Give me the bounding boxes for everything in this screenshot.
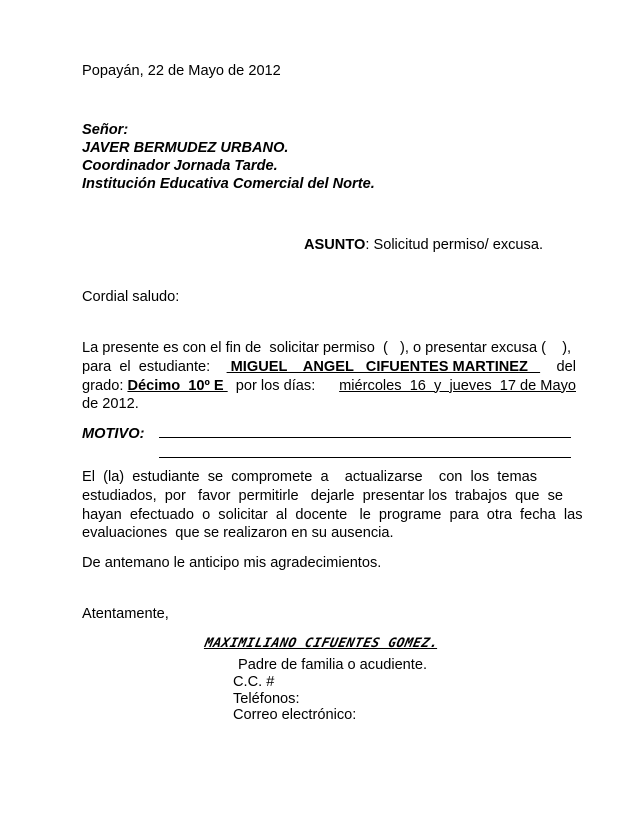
recipient-role: Coordinador Jornada Tarde.	[82, 158, 278, 174]
request-line-4: de 2012.	[82, 396, 139, 413]
closing-line: Atentamente,	[82, 606, 169, 622]
commitment-line-4: evaluaciones que se realizaron en su ausencia.	[82, 525, 394, 542]
greeting: Cordial saludo:	[82, 289, 180, 305]
motivo-label: MOTIVO:	[82, 426, 145, 442]
signature-phones: Teléfonos:	[233, 691, 300, 707]
signature-cc: C.C. #	[233, 674, 275, 690]
signature-name: MAXIMILIANO CIFUENTES GOMEZ.	[203, 636, 440, 651]
commitment-line-2: estudiados, por favor permitirle dejarle presentar los trabajos que se	[82, 487, 564, 504]
student-name: MIGUEL ANGEL CIFUENTES MARTINEZ	[226, 358, 541, 375]
signature-role: Padre de familia o acudiente.	[238, 657, 428, 673]
commitment-line-3: hayan efectuado o solicitar al docente le programe para otra fecha las	[82, 506, 583, 523]
motivo-line-1	[159, 437, 571, 438]
recipient-institution: Institución Educativa Comercial del Norte.	[82, 176, 375, 192]
subject-line	[304, 236, 543, 254]
commitment-line-1: El (la) estudiante se compromete a actualizarse con los temas	[82, 469, 538, 485]
days-value: miércoles 16 y jueves 17 de Mayo	[339, 377, 576, 394]
subject-text: : Solicitud permiso/ excusa.	[365, 237, 543, 253]
date-line: Popayán, 22 de Mayo de 2012	[82, 63, 281, 79]
signature-email: Correo electrónico:	[233, 707, 357, 723]
request-line-3: grado: Décimo 10º E por los días: miércoles 16 y jueves 17 de Mayo	[82, 377, 576, 394]
thanks-line: De antemano le anticipo mis agradecimientos.	[82, 555, 382, 571]
grade-value: Décimo 10º E	[127, 377, 228, 394]
recipient-salutation: Señor:	[82, 122, 129, 138]
request-line-1: La presente es con el fin de solicitar permiso ( ), o presentar excusa ( ),	[82, 340, 572, 356]
recipient-name: JAVER BERMUDEZ URBANO.	[82, 140, 289, 156]
commitment-paragraph	[82, 468, 583, 543]
subject-label: ASUNTO	[304, 237, 366, 253]
motivo-line-2	[159, 457, 571, 458]
request-line-2: para el estudiante: MIGUEL ANGEL CIFUENTES MARTINEZ del	[82, 358, 576, 375]
request-paragraph	[82, 339, 576, 414]
